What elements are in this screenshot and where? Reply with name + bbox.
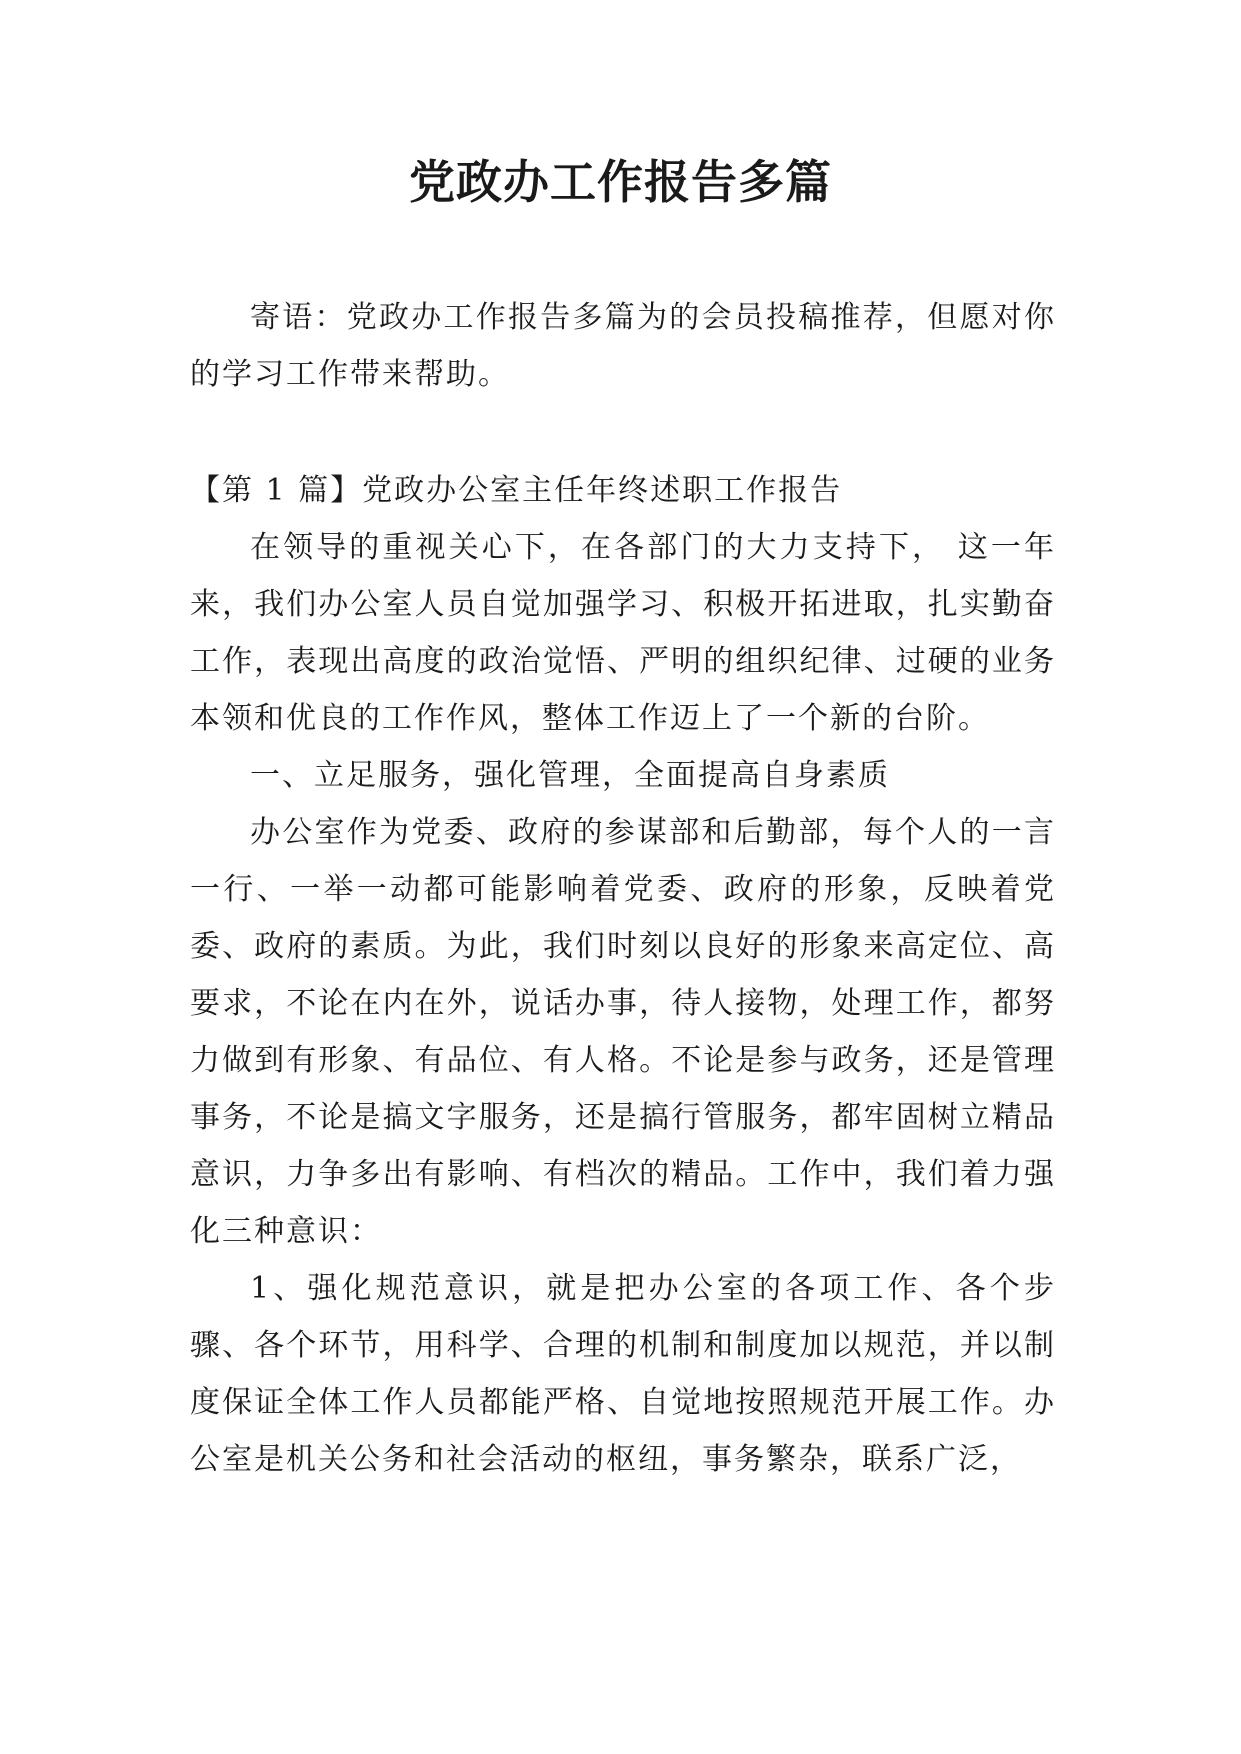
body-paragraph-2: 办公室作为党委、政府的参谋部和后勤部，每个人的一言一行、一举一动都可能影响着党委、政府的形象，反映着党委、政府的素质。为此，我们时刻以良好的形象来高定位、高要求，不论在内在外，说话办事，待人接物，处理工作，都努力做到有形象、有品位、有人格。不论是参与政务，还是管理事务，不论是搞文字服务，还是搞行管服务，都牢固树立精品意识，力争多出有影响、有档次的精品。工作中，我们着力强化三种意识： [190,815,1056,1249]
document-body [190,289,1056,1488]
body-paragraph-3: 1、强化规范意识，就是把办公室的各项工作、各个步骤、各个环节，用科学、合理的机制和制度加以规范，并以制度保证全体工作人员都能严格、自觉地按照规范开展工作。办公室是机关公务和社会活动的枢纽，事务繁杂，联系广泛， [190,1271,1056,1477]
intro-paragraph: 寄语：党政办工作报告多篇为的会员投稿推荐，但愿对你的学习工作带来帮助。 [190,300,1056,392]
section-heading: 【第 1 篇】党政办公室主任年终述职工作报告 [190,473,843,508]
subsection-heading: 一、立足服务，强化管理，全面提高自身素质 [250,758,890,793]
paragraph-gap [190,403,1056,462]
document-title: 党政办工作报告多篇 [409,155,832,209]
body-paragraph-1: 在领导的重视关心下，在各部门的大力支持下， 这一年来，我们办公室人员自觉加强学习、积极开拓进取，扎实勤奋工作，表现出高度的政治觉悟、严明的组织纪律、过硬的业务本领和优良的工作作风，整体工作迈上了一个新的台阶。 [190,530,1056,736]
